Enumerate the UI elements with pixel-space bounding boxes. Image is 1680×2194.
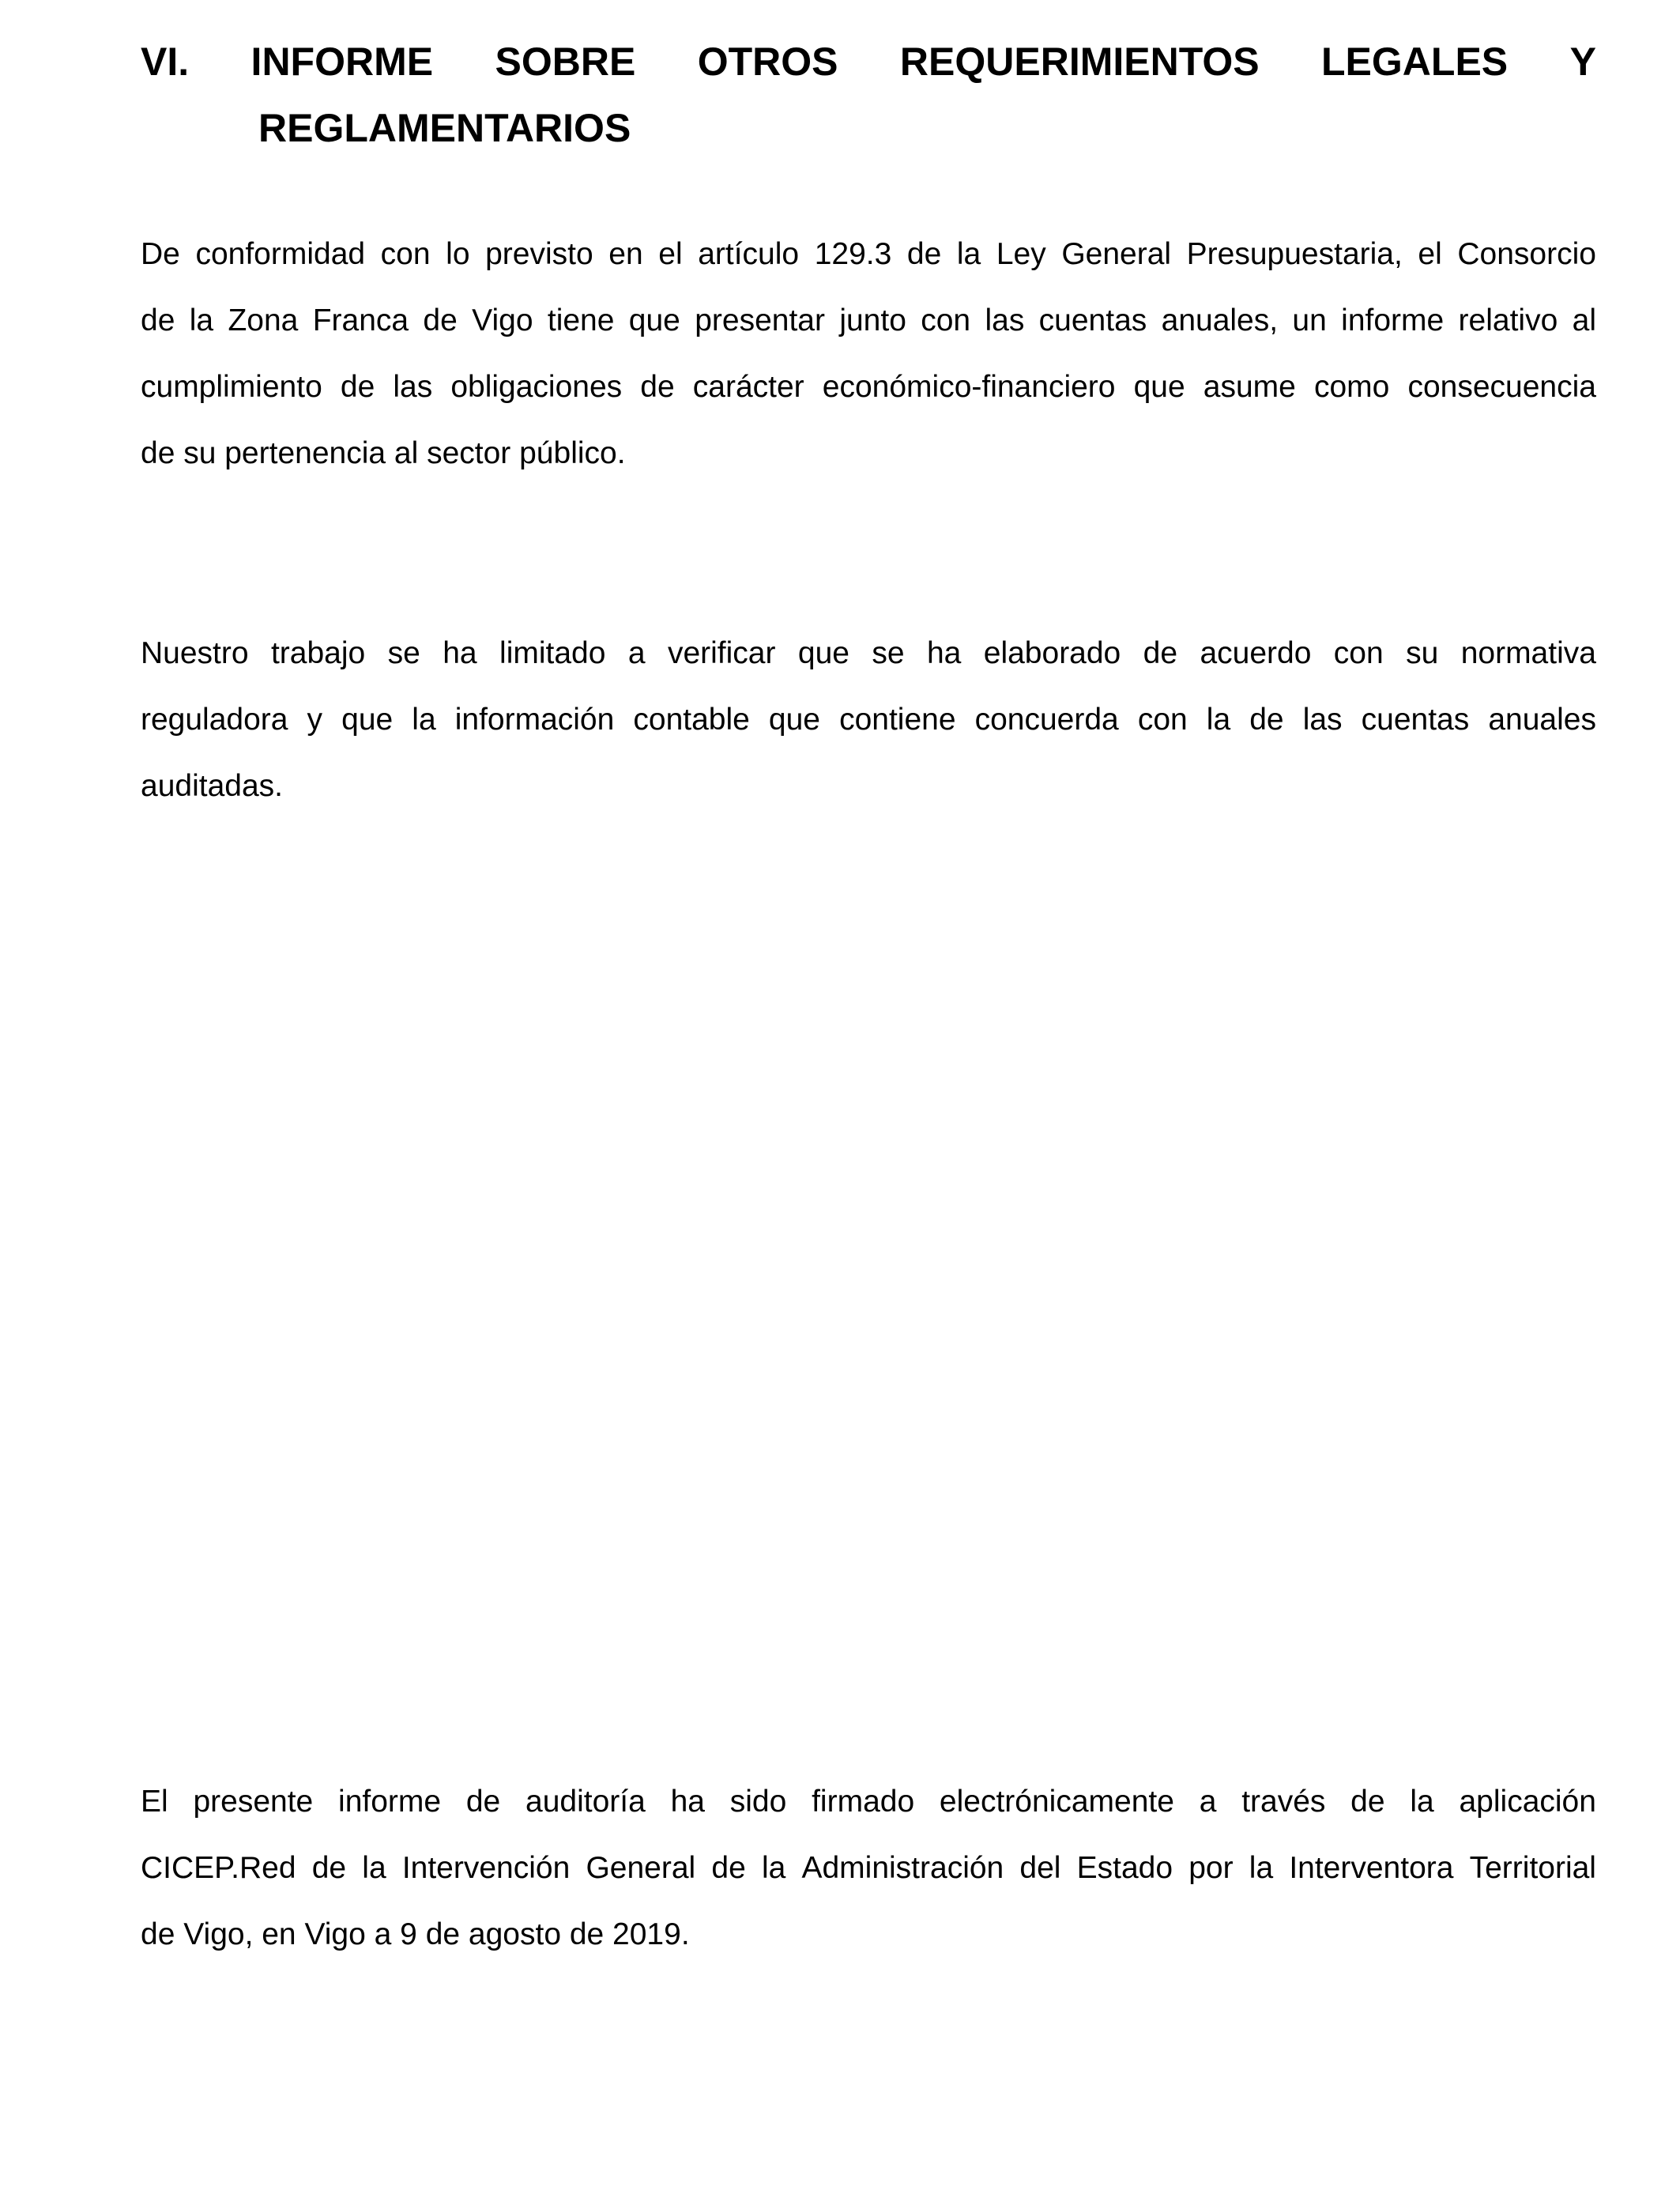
word: cumplimiento [141,370,322,404]
word: verificar [667,636,776,670]
word: electrónicamente [939,1785,1174,1819]
heading-word: INFORME [250,40,434,84]
word: General [586,1851,696,1885]
paragraph-scope-of-work [141,620,1596,820]
word: las [985,303,1025,337]
paragraph-line [141,620,1596,687]
word: las [1302,703,1343,737]
paragraph-line [141,1769,1596,1835]
word: de [711,1851,746,1885]
word: informe [1341,303,1445,337]
word: información [454,703,615,737]
word: elaborado [983,636,1121,670]
word: con [380,237,431,271]
word: trabajo [270,636,366,670]
word: la [1410,1785,1434,1819]
word: económico-financiero [822,370,1116,404]
section-heading-line-1 [141,28,1596,95]
word: la [362,1851,386,1885]
word: con [1333,636,1384,670]
word: carácter [692,370,804,404]
word: de [141,303,175,337]
word: firmado [812,1785,915,1819]
word: de [1350,1785,1385,1819]
word: el [1418,237,1442,271]
word: Presupuestaria, [1186,237,1403,271]
word: contiene [839,703,956,737]
word: del [1019,1851,1061,1885]
word: cuentas [1038,303,1147,337]
word: anuales, [1161,303,1279,337]
word: la [1206,703,1231,737]
word: de [1143,636,1178,670]
word: conformidad [195,237,366,271]
word: previsto [485,237,593,271]
word: Ley [996,237,1046,271]
word: la [412,703,436,737]
word: asume [1203,370,1296,404]
word: que [341,703,394,737]
word: la [956,237,981,271]
section-heading-line-2 [141,95,1596,161]
word: en [608,237,643,271]
word: limitado [499,636,606,670]
word: a [1199,1785,1217,1819]
word: con [1137,703,1188,737]
word: Consorcio [1457,237,1596,271]
word: ha [443,636,477,670]
paragraph-line: de Vigo, en Vigo a 9 de agosto de 2019. [141,1917,690,1951]
word: que [628,303,680,337]
word: CICEP.Red [141,1851,296,1885]
word: anuales [1488,703,1596,737]
word: Interventora [1289,1851,1454,1885]
heading-continuation: REGLAMENTARIOS [258,106,631,150]
word: ha [926,636,962,670]
paragraph-line [141,354,1596,420]
paragraph-line: auditadas. [141,769,283,803]
paragraph-line: de su pertenencia al sector público. [141,436,626,470]
word: por [1188,1851,1234,1885]
heading-word: REQUERIMIENTOS [899,40,1260,84]
word: con [921,303,971,337]
paragraph-line [141,1835,1596,1902]
word: Franca [312,303,409,337]
heading-word: OTROS [697,40,838,84]
word: el [658,237,683,271]
word: El [141,1785,168,1819]
word: concuerda [974,703,1119,737]
word: reguladora [141,703,288,737]
word: Territorial [1469,1851,1596,1885]
word: lo [446,237,470,271]
word: aplicación [1459,1785,1596,1819]
word: de [311,1851,347,1885]
section-number: VI. [141,40,190,84]
word: Vigo [472,303,533,337]
word: normativa [1460,636,1596,670]
word: de [906,237,942,271]
word: de [465,1785,501,1819]
section-heading [141,28,1596,161]
paragraph-legal-basis [141,221,1596,487]
paragraph-line [141,687,1596,753]
word: contable [633,703,750,737]
word: relativo [1458,303,1558,337]
word: se [872,636,905,670]
word: que [1133,370,1185,404]
word: y [307,703,323,737]
word: 129.3 [814,237,892,271]
word: la [1249,1851,1274,1885]
word: cuentas [1361,703,1470,737]
word: General [1061,237,1172,271]
word: Estado [1076,1851,1173,1885]
heading-word: LEGALES [1321,40,1509,84]
word: acuerdo [1200,636,1312,670]
word: ha [670,1785,705,1819]
word: De [141,237,180,271]
word: presentar [695,303,825,337]
word: artículo [698,237,800,271]
word: tiene [547,303,615,337]
word: auditoría [525,1785,646,1819]
word: a [627,636,646,670]
word: su [1406,636,1439,670]
word: de [423,303,458,337]
word: Zona [228,303,299,337]
word: presente [193,1785,314,1819]
word: junto [839,303,906,337]
paragraph-line [141,221,1596,288]
word: se [387,636,420,670]
word: que [768,703,820,737]
word: como [1313,370,1390,404]
word: sido [729,1785,787,1819]
word: través [1241,1785,1326,1819]
word: Administración [801,1851,1004,1885]
word: un [1292,303,1327,337]
paragraph-line [141,288,1596,354]
word: la [761,1851,786,1885]
heading-word: Y [1569,40,1596,84]
word: la [189,303,214,337]
heading-word: SOBRE [495,40,636,84]
word: Intervención [401,1851,571,1885]
word: de [640,370,675,404]
word: de [1249,703,1284,737]
word: de [340,370,375,404]
word: obligaciones [450,370,623,404]
word: informe [338,1785,442,1819]
paragraph-signature-statement [141,1769,1596,1968]
word: que [797,636,849,670]
word: Nuestro [141,636,249,670]
word: las [393,370,433,404]
word: al [1572,303,1596,337]
word: consecuencia [1407,370,1596,404]
